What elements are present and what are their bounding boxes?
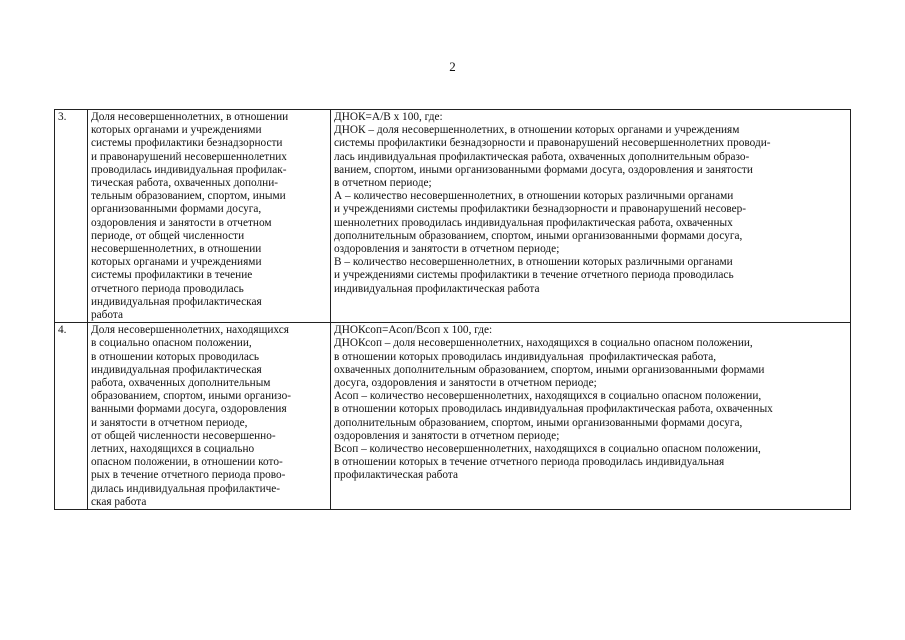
formula-line: Всоп – количество несовершеннолетних, находящихся в социально опасном положении, <box>334 443 761 456</box>
formula-line: в отношении которых проводилась индивидуальная профилактическая работа, <box>334 350 717 363</box>
formula-line: дополнительным образованием, спортом, иными организованными формами досуга, <box>334 416 743 429</box>
indicator-name-line: работа, охваченных дополнительным <box>91 377 271 390</box>
formula-line: В – количество несовершеннолетних, в отношении которых различными органами <box>334 256 733 269</box>
formula-line: ДНОКсоп=Асоп/Всоп х 100, где: <box>334 324 493 337</box>
formula-line: А – количество несовершеннолетних, в отношении которых различными органами <box>334 190 734 203</box>
indicator-name-line: в социально опасном положении, <box>91 337 252 350</box>
indicator-name-line: отчетного периода проводилась <box>91 282 244 295</box>
table-row <box>55 323 851 510</box>
indicator-name-line: которых органами и учреждениями <box>91 256 262 269</box>
calculation-formula-cell <box>331 323 851 510</box>
formula-line: оздоровления и занятости в отчетном периоде; <box>334 243 560 256</box>
indicator-name-line: Доля несовершеннолетних, находящихся <box>91 324 289 337</box>
formula-line: дополнительным образованием, спортом, иными организованными формами досуга, <box>334 229 743 242</box>
formula-line: в отношении которых в течение отчетного периода проводилась индивидуальная <box>334 456 725 469</box>
indicator-name-line: несовершеннолетних, в отношении <box>91 243 262 256</box>
indicator-name-line: системы профилактики в течение <box>91 269 253 282</box>
row-number: 4. <box>55 323 88 510</box>
indicator-name-line: индивидуальная профилактическая <box>91 295 262 308</box>
formula-line: и учреждениями системы профилактики безнадзорности и правонарушений несовер- <box>334 203 747 216</box>
formula-line: в отчетном периоде; <box>334 177 432 190</box>
indicator-name-line: работа <box>91 309 123 322</box>
page-number: 2 <box>449 59 456 74</box>
indicator-name-line: летних, находящихся в социально <box>91 443 255 456</box>
formula-line: оздоровления и занятости в отчетном периоде; <box>334 429 560 442</box>
indicator-name-line: опасном положении, в отношении кото- <box>91 456 283 469</box>
indicator-name-line: периоде, от общей численности <box>91 229 245 242</box>
indicators-table <box>54 109 851 510</box>
table-row <box>55 110 851 323</box>
formula-line: профилактическая работа <box>334 469 459 482</box>
formula-line: Асоп – количество несовершеннолетних, находящихся в социально опасном положении, <box>334 390 762 403</box>
formula-line: досуга, оздоровления и занятости в отчетном периоде; <box>334 377 597 390</box>
indicator-name-line: образованием, спортом, иными организо- <box>91 390 291 403</box>
formula-line: ДНОК – доля несовершеннолетних, в отношении которых органами и учреждениям <box>334 124 740 137</box>
indicator-name-line: оздоровления и занятости в отчетном <box>91 216 272 229</box>
indicator-name-line: рых в течение отчетного периода прово- <box>91 469 286 482</box>
formula-line: шеннолетних проводилась индивидуальная профилактическая работа, охваченных <box>334 216 733 229</box>
indicators-table-body <box>55 110 851 510</box>
formula-line: ДНОКсоп – доля несовершеннолетних, находящихся в социально опасном положении, <box>334 337 753 350</box>
indicator-name-line: от общей численности несовершенно- <box>91 429 276 442</box>
indicator-name-line: тельным образованием, спортом, иными <box>91 190 286 203</box>
formula-line: и учреждениями системы профилактики в течение отчетного периода проводилась <box>334 269 734 282</box>
formula-line: индивидуальная профилактическая работа <box>334 282 540 295</box>
formula-line: в отношении которых проводилась индивидуальная профилактическая работа, охваченных <box>334 403 773 416</box>
indicator-name-line: индивидуальная профилактическая <box>91 363 262 376</box>
indicator-name-line: дилась индивидуальная профилактиче- <box>91 482 281 495</box>
indicator-name-line: тическая работа, охваченных дополни- <box>91 177 279 190</box>
formula-line: лась индивидуальная профилактическая работа, охваченных дополнительным образо- <box>334 150 750 163</box>
indicator-name-line: ванными формами досуга, оздоровления <box>91 403 287 416</box>
indicator-name-line: организованными формами досуга, <box>91 203 262 216</box>
formula-line: охваченных дополнительным образованием, спортом, иными организованными формами <box>334 363 765 376</box>
formula-line: системы профилактики безнадзорности и правонарушений несовершеннолетних проводи- <box>334 137 771 150</box>
formula-line: ДНОК=А/В х 100, где: <box>334 111 443 123</box>
row-number: 3. <box>55 110 88 323</box>
indicator-name-line: Доля несовершеннолетних, в отношении <box>91 111 289 123</box>
indicator-name-line: ская работа <box>91 495 147 508</box>
indicator-name-line: системы профилактики безнадзорности <box>91 137 283 150</box>
indicator-name-cell <box>88 110 331 323</box>
indicator-name-line: и занятости в отчетном периоде, <box>91 416 248 429</box>
calculation-formula-cell <box>331 110 851 323</box>
indicator-name-line: проводилась индивидуальная профилак- <box>91 163 287 176</box>
indicator-name-line: в отношении которых проводилась <box>91 350 260 363</box>
indicator-name-line: и правонарушений несовершеннолетних <box>91 150 287 163</box>
indicator-name-cell <box>88 323 331 510</box>
indicator-name-line: которых органами и учреждениями <box>91 124 262 137</box>
formula-line: ванием, спортом, иными организованными формами досуга, оздоровления и занятости <box>334 163 753 176</box>
